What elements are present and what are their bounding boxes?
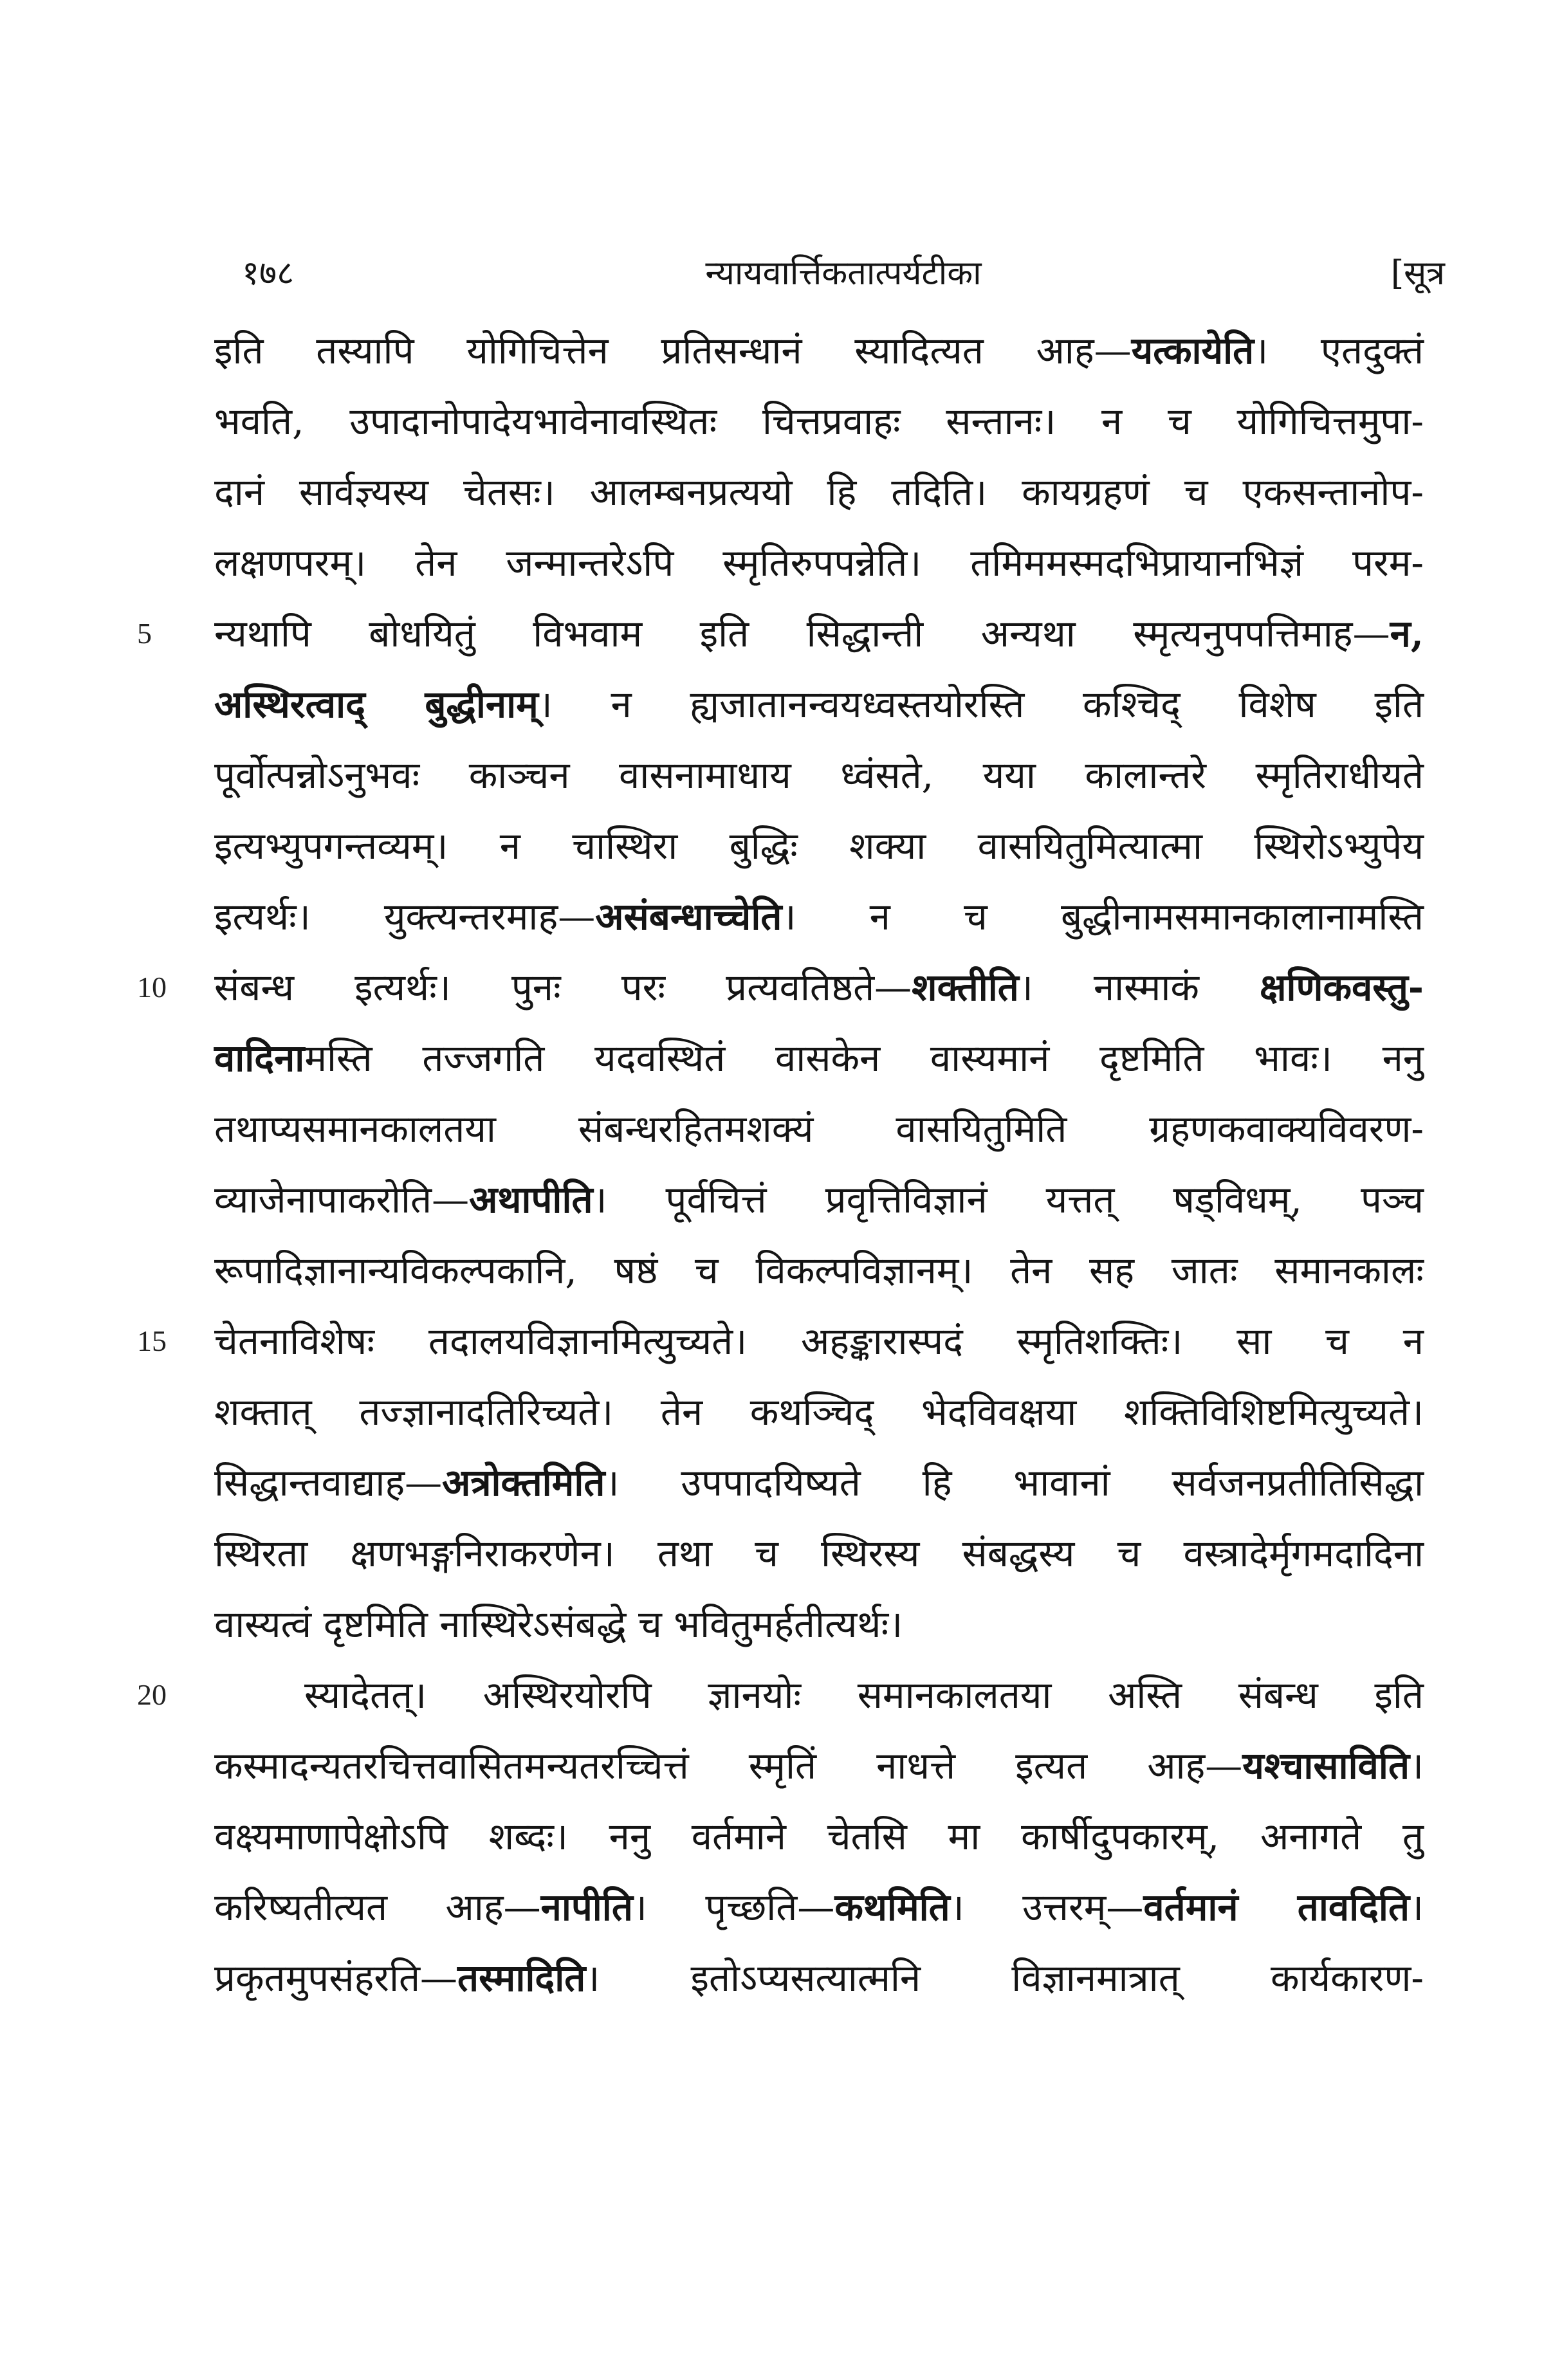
text-span: मस्ति तज्जगति यदवस्थितं वासकेन वास्यमानं दृष्टमिति भावः। ननु — [304, 1036, 1424, 1080]
text-line — [137, 952, 1424, 1023]
text-line — [214, 1801, 1424, 1872]
text-span: चेतनाविशेषः तदालयविज्ञानमित्युच्यते। अहङ्कारास्पदं स्मृतिशक्तिः। सा च न — [214, 1319, 1424, 1363]
text-line — [137, 1306, 1424, 1377]
line-number: 15 — [137, 1324, 167, 1357]
text-span: । इतोऽप्यसत्यात्मनि विज्ञानमात्रात् कार्यकारण- — [585, 1956, 1424, 2000]
text-span: । — [1410, 1744, 1424, 1788]
text-span: । उत्तरम्— — [950, 1885, 1144, 1929]
text-span: वास्यत्वं दृष्टमिति नास्थिरेऽसंबद्धे च भवितुमर्हतीत्यर्थः। — [214, 1602, 903, 1646]
text-span: । नास्माकं — [1018, 966, 1260, 1009]
text-line — [214, 457, 1424, 527]
text-line — [214, 1094, 1424, 1164]
text-line — [214, 1377, 1424, 1447]
bold-lemma: वर्तमानं तावदिति — [1143, 1885, 1410, 1929]
text-span: पूर्वोत्पन्नोऽनुभवः काञ्चन वासनामाधाय ध्वंसते, यया कालान्तरे स्मृतिराधीयते — [214, 753, 1424, 797]
text-line — [214, 527, 1424, 598]
text-span: । — [1410, 1885, 1424, 1929]
text-line — [214, 881, 1424, 952]
text-span: इति तस्यापि योगिचित्तेन प्रतिसन्धानं स्यादित्यत आह— — [214, 329, 1132, 372]
text-line — [214, 1589, 1424, 1660]
text-span: । उपपादयिष्यते हि भावानां सर्वजनप्रतीतिसिद्धा — [605, 1461, 1424, 1505]
text-span: इत्यर्थः। युक्त्यन्तरमाह— — [214, 895, 596, 938]
text-span: संबन्ध इत्यर्थः। पुनः परः प्रत्यवतिष्ठते— — [214, 966, 912, 1009]
text-line — [214, 1023, 1424, 1094]
text-span: स्थिरता क्षणभङ्गनिराकरणेन। तथा च स्थिरस्य संबद्धस्य च वस्त्रादेर्मृगमदादिना — [214, 1532, 1424, 1575]
line-number: 10 — [137, 971, 167, 1003]
bold-lemma: नापीति — [540, 1885, 633, 1929]
bold-lemma: यश्चासाविति — [1242, 1744, 1410, 1788]
text-line — [214, 810, 1424, 881]
text-span: रूपादिज्ञानान्यविकल्पकानि, षष्ठं च विकल्पविज्ञानम्। तेन सह जातः समानकालः — [214, 1249, 1424, 1292]
page-number: १७८ — [242, 254, 295, 293]
bold-lemma: अत्रोक्तमिति — [442, 1461, 605, 1505]
text-span: वक्ष्यमाणापेक्षोऽपि शब्दः। ननु वर्तमाने चेतसि मा कार्षीदुपकारम्, अनागते तु — [214, 1815, 1424, 1858]
bold-lemma: असंबन्धाच्चेति — [595, 895, 782, 938]
body-text — [137, 315, 1424, 2013]
section-label: [सूत्र — [1390, 254, 1445, 293]
line-number: 20 — [137, 1678, 167, 1711]
text-span: करिष्यतीत्यत आह— — [214, 1885, 541, 1929]
text-line — [137, 598, 1424, 669]
text-span: शक्तात् तज्ज्ञानादतिरिच्यते। तेन कथञ्चिद् भेदविवक्षया शक्तिविशिष्टमित्युच्यते। — [214, 1390, 1424, 1434]
bold-lemma: अस्थिरत्वाद् बुद्धीनाम् — [214, 682, 538, 726]
text-line — [214, 669, 1424, 740]
text-span: दानं सार्वज्ञ्यस्य चेतसः। आलम्बनप्रत्ययो हि तदिति। कायग्रहणं च एकसन्तानोप- — [214, 470, 1424, 514]
bold-lemma: वादिना — [214, 1036, 305, 1080]
text-span: । पृच्छति— — [632, 1885, 835, 1929]
bold-lemma: अथापीति — [469, 1178, 593, 1222]
text-span: । न ह्यजातानन्वयध्वस्तयोरस्ति कश्चिद् विशेष इति — [538, 682, 1424, 726]
text-line — [214, 1447, 1424, 1518]
text-span: । एतदुक्तं — [1254, 329, 1424, 372]
text-span: । पूर्वचित्तं प्रवृत्तिविज्ञानं यत्तत् षड्विधम्, पञ्च — [593, 1178, 1424, 1222]
text-span: प्रकृतमुपसंहरति— — [214, 1956, 458, 2000]
text-span: इत्यभ्युपगन्तव्यम्। न चास्थिरा बुद्धिः शक्या वासयितुमित्यात्मा स्थिरोऽभ्युपेय — [214, 824, 1424, 868]
text-span: भवति, उपादानोपादेयभावेनावस्थितः चित्तप्रवाहः सन्तानः। न च योगिचित्तमुपा- — [214, 399, 1424, 443]
bold-lemma: कथमिति — [834, 1885, 950, 1929]
text-line — [214, 1943, 1424, 2013]
text-line — [137, 1660, 1424, 1730]
text-line — [214, 315, 1424, 386]
text-line — [214, 1518, 1424, 1589]
text-span: लक्षणपरम्। तेन जन्मान्तरेऽपि स्मृतिरुपपन्नेति। तमिममस्मदभिप्रायानभिज्ञं परम- — [214, 541, 1424, 585]
bold-lemma: यत्कायेति — [1131, 329, 1254, 372]
running-title: न्यायवार्त्तिकतात्पर्यटीका — [705, 254, 982, 293]
bold-lemma: न, — [1390, 612, 1424, 655]
text-line — [214, 1730, 1424, 1801]
page-header — [242, 248, 1445, 299]
line-number: 5 — [137, 617, 152, 650]
text-line — [214, 740, 1424, 810]
text-line — [214, 1235, 1424, 1306]
text-span: कस्मादन्यतरचित्तवासितमन्यतरच्चित्तं स्मृतिं नाधत्ते इत्यत आह— — [214, 1744, 1243, 1788]
bold-lemma: तस्मादिति — [457, 1956, 586, 2000]
text-line — [214, 1164, 1424, 1235]
text-span: स्यादेतत्। अस्थिरयोरपि ज्ञानयोः समानकालतया अस्ति संबन्ध इति — [304, 1673, 1424, 1717]
text-span: सिद्धान्तवाद्याह— — [214, 1461, 443, 1505]
text-span: व्याजेनापाकरोति— — [214, 1178, 470, 1222]
text-line — [214, 1872, 1424, 1943]
text-line — [214, 386, 1424, 457]
bold-lemma: क्षणिकवस्तु- — [1259, 966, 1424, 1009]
text-span: तथाप्यसमानकालतया संबन्धरहितमशक्यं वासयितुमिति ग्रहणकवाक्यविवरण- — [214, 1107, 1424, 1151]
bold-lemma: शक्तीति — [912, 966, 1019, 1009]
text-span: । न च बुद्धीनामसमानकालानामस्ति — [782, 895, 1424, 938]
text-span: न्यथापि बोधयितुं विभवाम इति सिद्धान्ती अन्यथा स्मृत्यनुपपत्तिमाह— — [214, 612, 1390, 655]
